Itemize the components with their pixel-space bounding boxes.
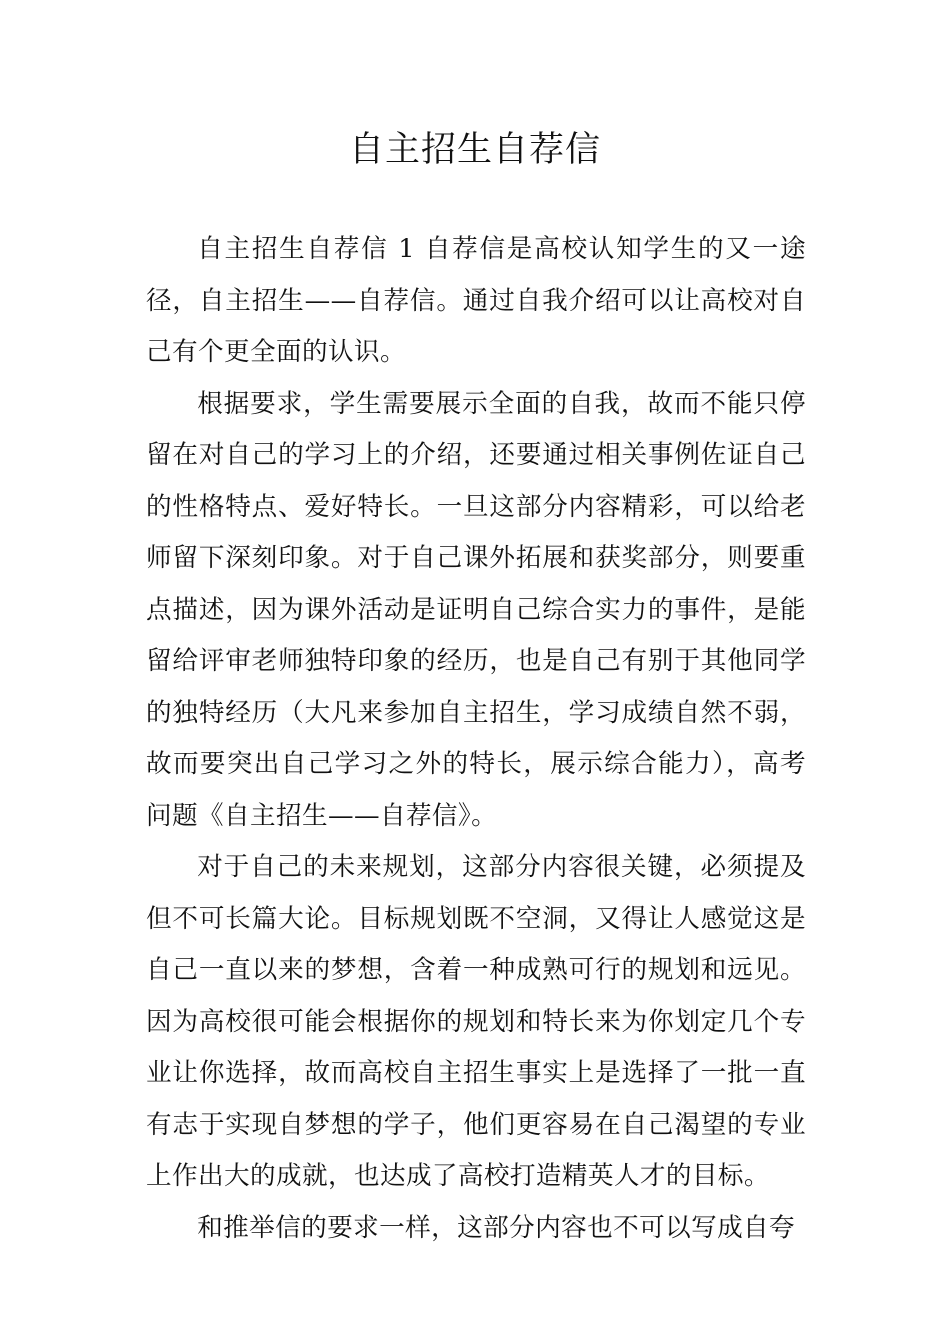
paragraph-1: 自主招生自荐信 1 自荐信是高校认知学生的又一途径，自主招生——自荐信。通过自我介绍可以让高校对自己有个更全面的认识。 bbox=[146, 234, 806, 367]
paragraph-3: 对于自己的未来规划，这部分内容很关键，必须提及但不可长篇大论。目标规划既不空洞，又得让人感觉这是自己一直以来的梦想，含着一种成熟可行的规划和远见。因为高校很可能会根据你的规划和特长来为你划定几个专业让你选择，故而高校自主招生事实上是选择了一批一直有志于实现自梦想的学子，他们更容易在自己渴望的专业上作出大的成就，也达成了高校打造精英人才的目标。 bbox=[146, 852, 806, 1191]
paragraph-4: 和推举信的要求一样，这部分内容也不可以写成自夸 bbox=[197, 1212, 796, 1243]
document-title: 自主招生自荐信 bbox=[348, 130, 601, 170]
paragraph-2: 根据要求，学生需要展示全面的自我，故而不能只停留在对自己的学习上的介绍，还要通过相关事例佐证自己的性格特点、爱好特长。一旦这部分内容精彩，可以给老师留下深刻印象。对于自己课外拓展和获奖部分，则要重点描述，因为课外活动是证明自己综合实力的事件，是能留给评审老师独特印象的经历，也是自己有别于其他同学的独特经历（大凡来参加自主招生，学习成绩自然不弱，故而要突出自己学习之外的特长，展示综合能力），高考问题《自主招生——自荐信》。 bbox=[146, 388, 806, 831]
document-body bbox=[146, 224, 806, 1254]
